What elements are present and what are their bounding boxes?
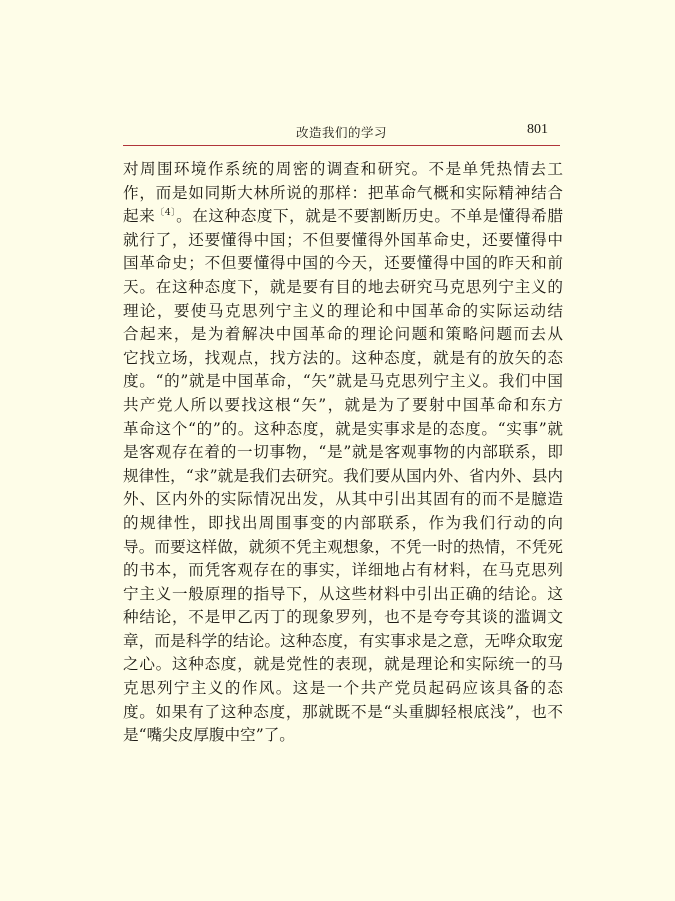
text-line: 章，而是科学的结论。这种态度，有实事求是之意，无哗众取宠: [123, 631, 563, 650]
page-number: 801: [527, 122, 548, 137]
running-title: 改造我们的学习: [295, 125, 387, 140]
text-line: 宁主义一般原理的指导下，从这些材料中引出正确的结论。这: [123, 584, 563, 603]
note-reference[interactable]: 〔4〕: [155, 208, 177, 219]
text-line: 合起来，是为着解决中国革命的理论问题和策略问题而去从: [123, 325, 563, 344]
text-line: 规律性，“求”就是我们去研究。我们要从国内外、省内外、县内: [123, 466, 563, 485]
text-line: 天。在这种态度下，就是要有目的地去研究马克思列宁主义的: [123, 277, 563, 296]
running-head: [123, 122, 560, 144]
text-line: 的规律性，即找出周围事变的内部联系，作为我们行动的向: [123, 513, 563, 532]
text-line: 对周围环境作系统的周密的调查和研究。不是单凭热情去工: [123, 160, 563, 178]
text-line: 作，而是如同斯大林所说的那样：把革命气概和实际精神结合: [123, 183, 563, 202]
text-line: 它找立场，找观点，找方法的。这种态度，就是有的放矢的态: [123, 348, 563, 367]
text-line: 之心。这种态度，就是党性的表现，就是理论和实际统一的马: [123, 655, 563, 674]
text-line: 是客观存在着的一切事物，“是”就是客观事物的内部联系，即: [123, 443, 563, 462]
text-line: 外、区内外的实际情况出发，从其中引出其固有的而不是臆造: [123, 490, 563, 509]
text-line: 国革命史；不但要懂得中国的今天，还要懂得中国的昨天和前: [123, 254, 563, 273]
text-line: 的书本，而凭客观存在的事实，详细地占有材料，在马克思列: [123, 561, 563, 580]
text-line-last: 是“嘴尖皮厚腹中空”了。: [123, 726, 295, 745]
text-line-with-note: [123, 205, 563, 229]
text-line: 导。而要这样做，就须不凭主观想象，不凭一时的热情，不凭死: [123, 537, 563, 556]
text-line: 就行了，还要懂得中国；不但要懂得外国革命史，还要懂得中: [123, 230, 563, 249]
text-segment: 。在这种态度下，就是不要割断历史。不单是懂得希腊: [176, 207, 563, 226]
header-rule: [123, 145, 560, 146]
text-line: 度。“的”就是中国革命，“矢”就是马克思列宁主义。我们中国: [123, 372, 563, 391]
text-line: 理论，要使马克思列宁主义的理论和中国革命的实际运动结: [123, 301, 563, 320]
text-line: 种结论，不是甲乙丙丁的现象罗列，也不是夸夸其谈的滥调文: [123, 608, 563, 627]
text-line: 克思列宁主义的作风。这是一个共产党员起码应该具备的态: [123, 679, 563, 698]
text-segment: 起来: [123, 207, 156, 226]
text-line: 度。如果有了这种态度，那就既不是“头重脚轻根底浅”，也不: [123, 702, 563, 721]
text-line: 共产党人所以要找这根“矢”，就是为了要射中国革命和东方: [123, 395, 563, 414]
text-line: 革命这个“的”的。这种态度，就是实事求是的态度。“实事”就: [123, 419, 563, 438]
body-text: [123, 158, 563, 748]
